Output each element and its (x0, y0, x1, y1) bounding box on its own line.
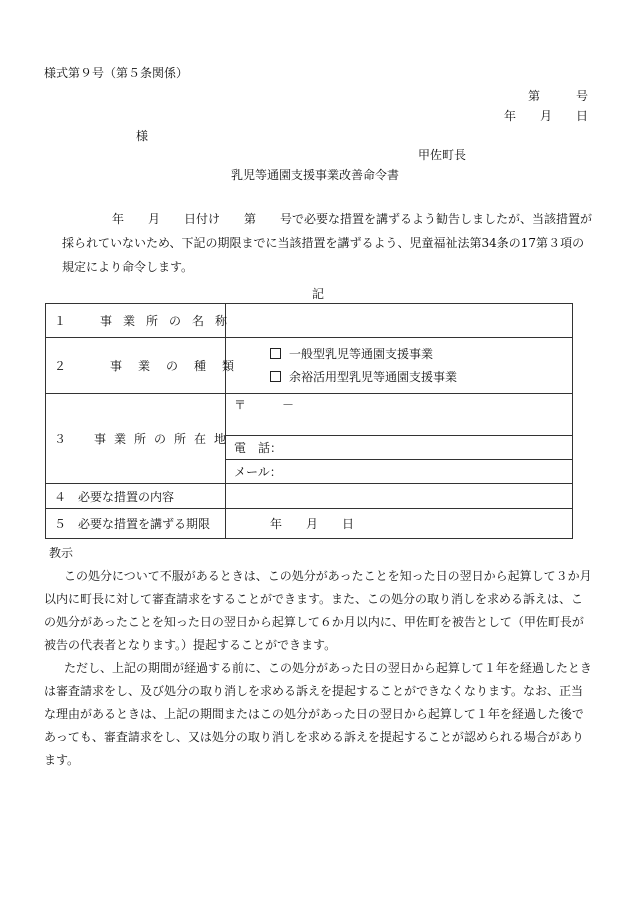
business-type-option-surplus[interactable]: 余裕活用型乳児等通園支援事業 (270, 366, 564, 389)
document-title: 乳児等通園支援事業改善命令書 (231, 168, 400, 182)
notice-heading: 教示 (49, 546, 74, 560)
details-table (45, 303, 573, 539)
document-number-line: 第 号 (527, 89, 588, 103)
row-label: ２ 事業の種類 (46, 338, 226, 394)
facility-name-cell (226, 304, 573, 338)
table-row (46, 338, 573, 394)
notice-paragraph-2: ただし、上記の期間が経過する前に、この処分があった日の翌日から起算して１年を経過したときは審査請求をし、及び処分の取り消しを求める訴えを提起することができなくなります。なお、正当な理由があるときは、上記の期間またはこの処分があった日の翌日から起算して１年を経過した後であっても、審査請求をし、又は処分の取り消しを求める訴えを提起することが認められる場合があります。 (44, 661, 592, 767)
row-label: ４ 必要な措置の内容 (46, 484, 226, 509)
checkbox-icon[interactable] (270, 348, 281, 359)
checkbox-icon[interactable] (270, 371, 281, 382)
form-number: 様式第９号（第５条関係） (44, 66, 189, 80)
row-label: ３ 事業所の所在地 (46, 394, 226, 484)
issuer-name: 甲佐町長 (418, 148, 467, 162)
table-row (46, 484, 573, 509)
mail-cell: メール： (226, 460, 573, 484)
row-label: １ 事業所の名称 (46, 304, 226, 338)
postal-cell: 〒 － (226, 394, 573, 436)
table-row (46, 509, 573, 539)
table-row (46, 394, 573, 436)
body-text: 年 月 日付け 第 号で必要な措置を講ずるよう勧告しましたが、当該措置が採られていないため、下記の期限までに当該措置を講ずるよう、児童福祉法第34条の17第３項の規定により命令します。 (62, 212, 593, 274)
row-label: ５ 必要な措置を講ずる期限 (46, 509, 226, 539)
issue-date-line: 年 月 日 (503, 109, 588, 123)
table-row (46, 304, 573, 338)
ki-heading: 記 (312, 287, 325, 301)
business-type-option-general[interactable]: 一般型乳児等通園支援事業 (270, 343, 564, 366)
deadline-cell: 年 月 日 (226, 509, 573, 539)
required-measures-cell (226, 484, 573, 509)
notice-paragraph-1: この処分について不服があるときは、この処分があったことを知った日の翌日から起算して３か月以内に町長に対して審査請求をすることができます。また、この処分の取り消しを求める訴えは、この処分があったことを知った日の翌日から起算して６か月以内に、甲佐町を被告として（甲佐町長が被告の代表者となります。）提起することができます。 (44, 569, 592, 652)
business-type-cell (226, 338, 573, 394)
addressee-suffix: 様 (136, 129, 149, 143)
phone-cell: 電 話： (226, 436, 573, 460)
